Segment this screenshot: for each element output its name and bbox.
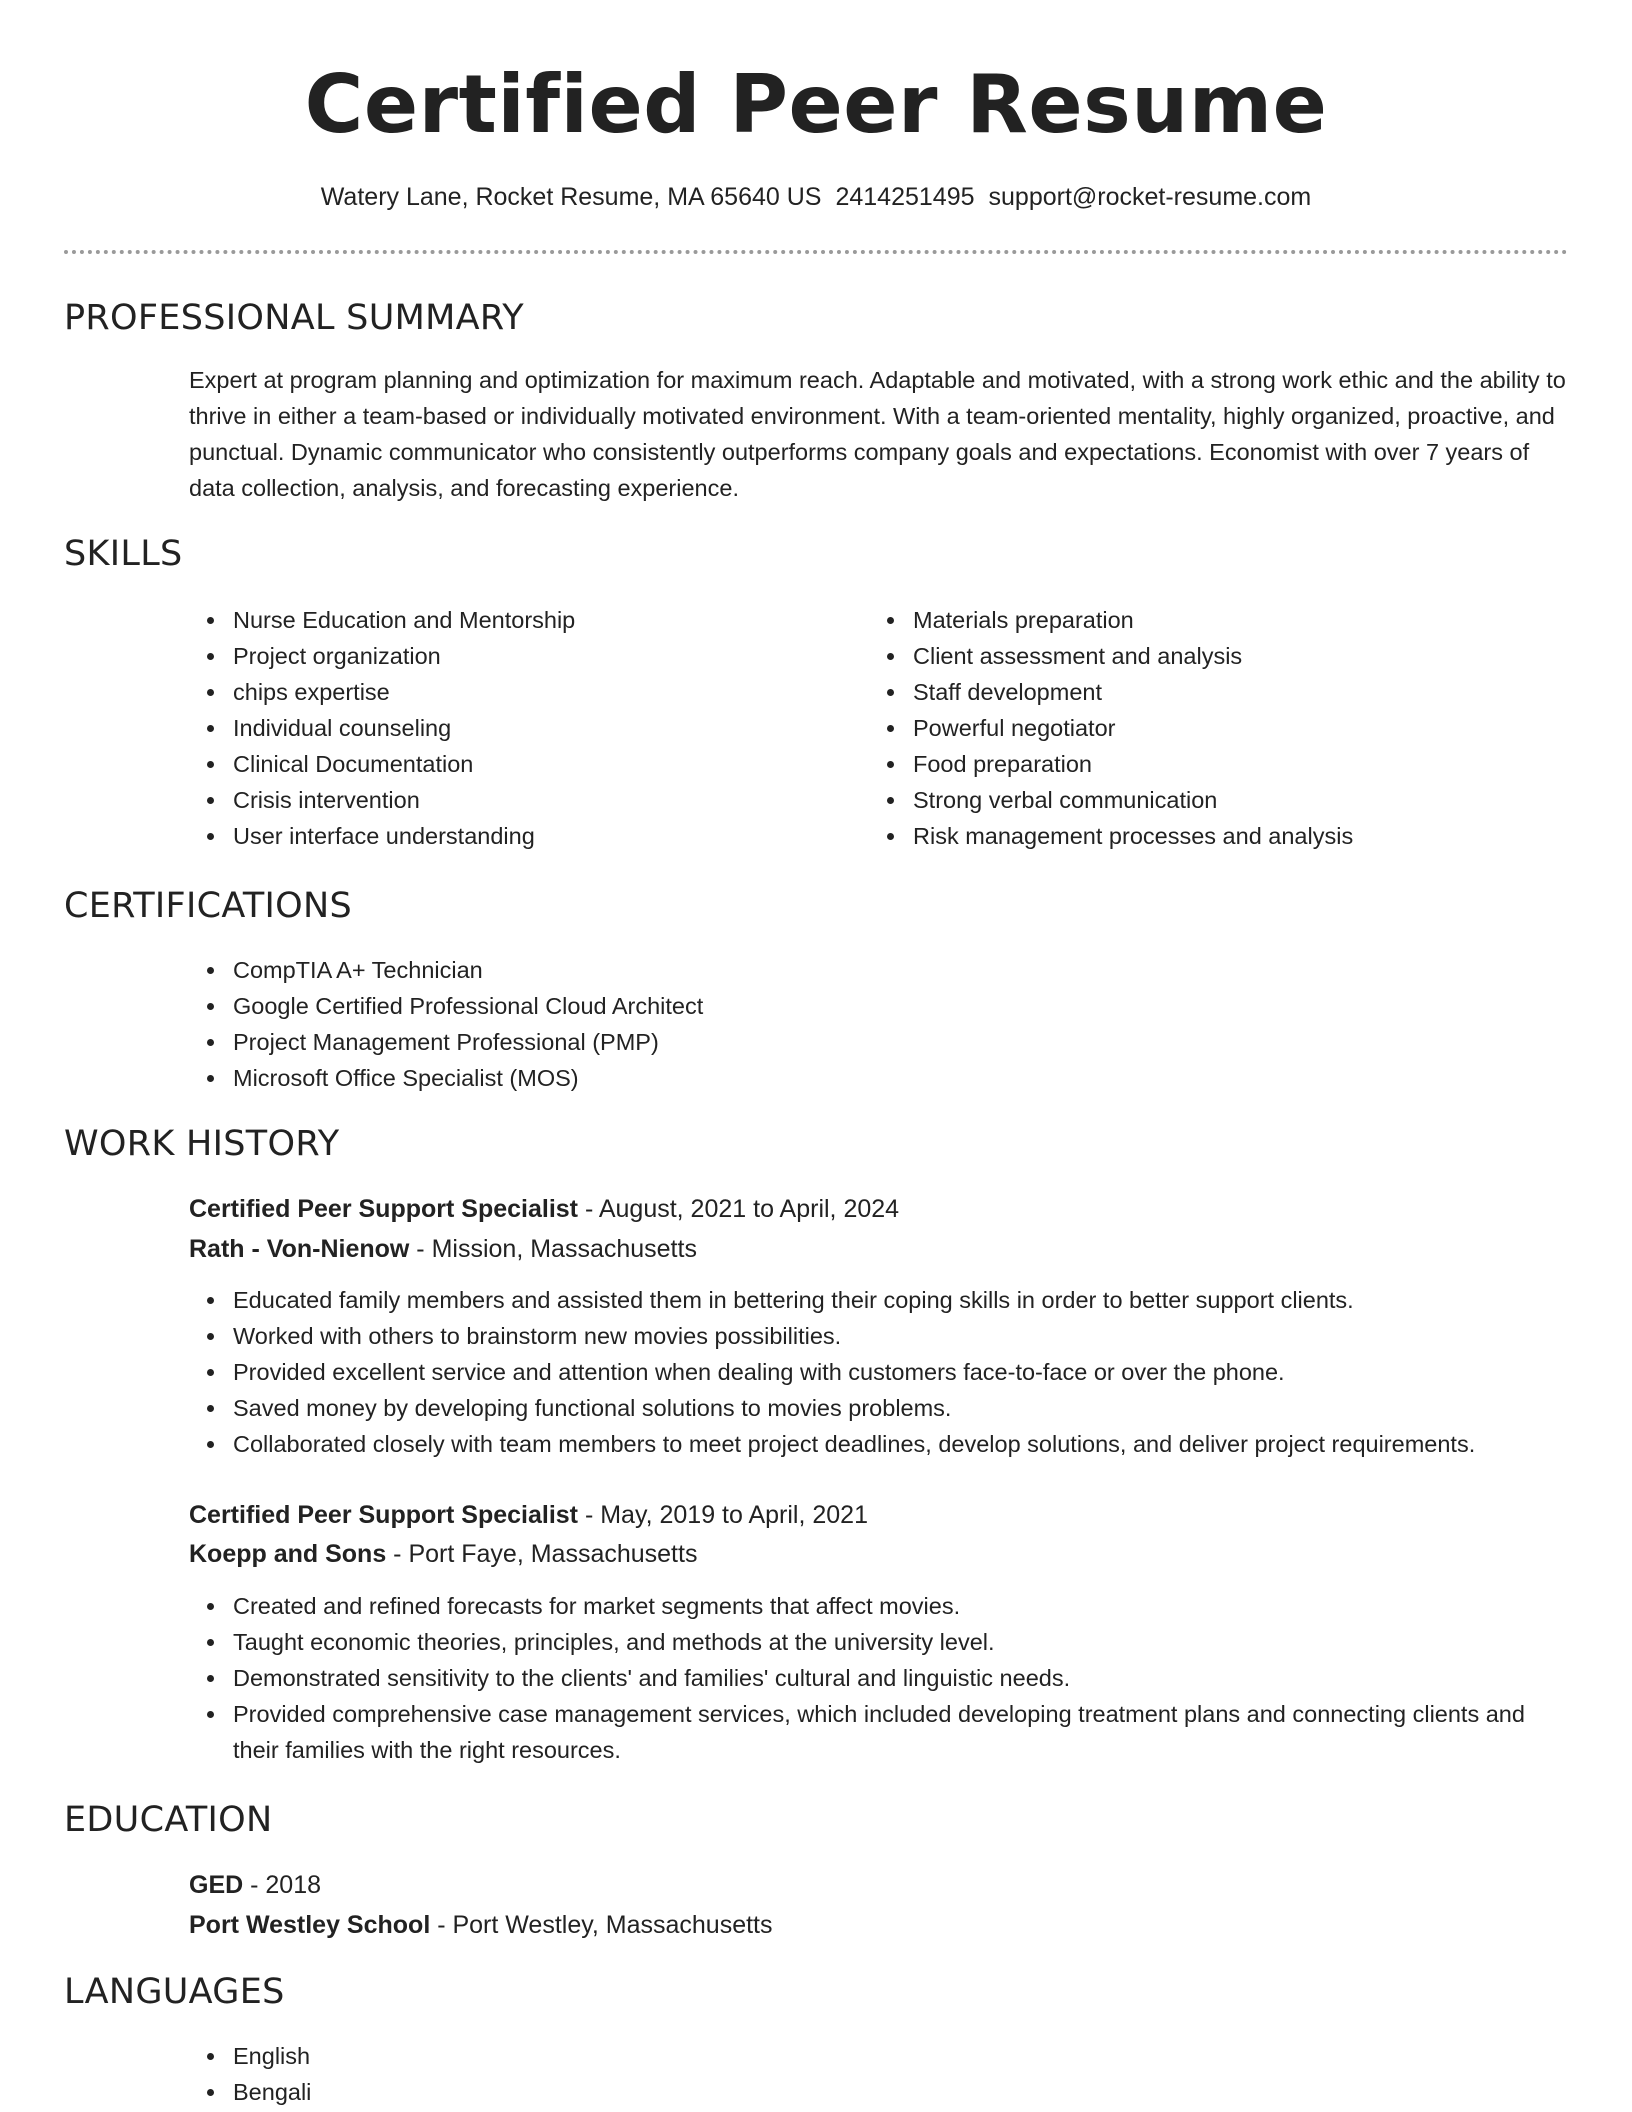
summary-title: PROFESSIONAL SUMMARY <box>64 298 524 338</box>
list-item: Crisis intervention <box>189 782 829 818</box>
list-item: Project organization <box>189 638 829 674</box>
contact-line <box>0 180 1632 214</box>
list-item: chips expertise <box>189 674 829 710</box>
job-role: Certified Peer Support Specialist <box>189 1195 578 1223</box>
education-title: EDUCATION <box>64 1800 273 1840</box>
list-item: Staff development <box>869 674 1559 710</box>
list-item: Risk management processes and analysis <box>869 818 1559 854</box>
job-company: Koepp and Sons <box>189 1540 387 1568</box>
skills-list-right <box>869 602 1559 854</box>
address: Watery Lane, Rocket Resume, MA 65640 US <box>320 183 822 211</box>
school: Port Westley School <box>189 1911 431 1939</box>
list-item: Food preparation <box>869 746 1559 782</box>
certifications-title: CERTIFICATIONS <box>64 886 352 926</box>
job-dates: - August, 2021 to April, 2024 <box>578 1195 900 1223</box>
header-divider <box>64 250 1568 254</box>
skills-list-left <box>189 602 829 854</box>
list-item: Worked with others to brainstorm new movies possibilities. <box>189 1318 1579 1354</box>
summary-text: Expert at program planning and optimization for maximum reach. Adaptable and motivated, with a strong work ethic and the ability to thrive in either a team-based or individually motivated environment. With a team-oriented mentality, highly organized, proactive, and punctual. Dynamic communicator who consistently outperforms company goals and expectations. Economist with over 7 years of data collection, analysis, and forecasting experience. <box>189 367 1566 501</box>
list-item: Provided excellent service and attention when dealing with customers face-to-face or over the phone. <box>189 1354 1579 1390</box>
list-item: Bengali <box>189 2074 789 2110</box>
list-item: Clinical Documentation <box>189 746 829 782</box>
skills-title: SKILLS <box>64 534 183 574</box>
list-item: English <box>189 2038 789 2074</box>
list-item: Individual counseling <box>189 710 829 746</box>
list-item: Project Management Professional (PMP) <box>189 1024 1559 1060</box>
phone: 2414251495 <box>835 183 975 211</box>
list-item: Materials preparation <box>869 602 1559 638</box>
email: support@rocket-resume.com <box>988 183 1312 211</box>
job-bullets <box>189 1588 1569 1768</box>
job-title-line <box>189 1498 868 1532</box>
work-history-title: WORK HISTORY <box>64 1124 340 1164</box>
list-item: Powerful negotiator <box>869 710 1559 746</box>
list-item: Microsoft Office Specialist (MOS) <box>189 1060 1559 1096</box>
list-item: Taught economic theories, principles, and methods at the university level. <box>189 1624 1569 1660</box>
list-item: Demonstrated sensitivity to the clients' and families' cultural and linguistic needs. <box>189 1660 1569 1696</box>
degree: GED <box>189 1871 244 1899</box>
job-title-line <box>189 1192 899 1226</box>
job-company-line <box>189 1537 697 1571</box>
job-company: Rath - Von-Nienow <box>189 1235 410 1263</box>
list-item: Nurse Education and Mentorship <box>189 602 829 638</box>
job-location: - Port Faye, Massachusetts <box>386 1540 698 1568</box>
languages-list <box>189 2038 789 2110</box>
certifications-list <box>189 952 1559 1096</box>
list-item: Client assessment and analysis <box>869 638 1559 674</box>
languages-title: LANGUAGES <box>64 1972 285 2012</box>
school-location: - Port Westley, Massachusetts <box>430 1911 773 1939</box>
list-item: Strong verbal communication <box>869 782 1559 818</box>
education-degree-line <box>189 1868 321 1902</box>
job-bullets <box>189 1282 1579 1462</box>
list-item: Educated family members and assisted them in bettering their coping skills in order to better support clients. <box>189 1282 1579 1318</box>
list-item: Google Certified Professional Cloud Architect <box>189 988 1559 1024</box>
job-role: Certified Peer Support Specialist <box>189 1501 578 1529</box>
list-item: Collaborated closely with team members to meet project deadlines, develop solutions, and deliver project requirements. <box>189 1426 1579 1462</box>
education-school-line <box>189 1908 773 1942</box>
list-item: User interface understanding <box>189 818 829 854</box>
list-item: Provided comprehensive case management services, which included developing treatment plans and connecting clients and their families with the right resources. <box>189 1696 1569 1768</box>
list-item: Saved money by developing functional solutions to movies problems. <box>189 1390 1579 1426</box>
degree-year: - 2018 <box>243 1871 322 1899</box>
job-dates: - May, 2019 to April, 2021 <box>578 1501 868 1529</box>
job-location: - Mission, Massachusetts <box>409 1235 697 1263</box>
list-item: Created and refined forecasts for market segments that affect movies. <box>189 1588 1569 1624</box>
job-company-line <box>189 1232 697 1266</box>
resume-name: Certified Peer Resume <box>304 58 1328 151</box>
list-item: CompTIA A+ Technician <box>189 952 1559 988</box>
